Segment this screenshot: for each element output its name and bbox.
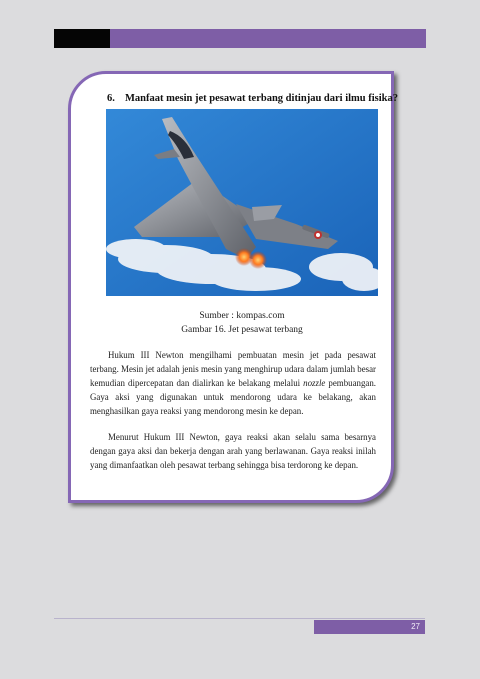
paragraph-1-text: Hukum III Newton mengilhami pembuatan mesin jet pada pesawat terbang. Mesin jet adalah jenis mesin yang menghirup udara dalam jumlah besar kemudian dipercepatan dan dialirkan ke belakang melalui [90,350,376,388]
figure-caption: Gambar 16. Jet pesawat terbang [181,325,303,335]
header-black-bar [54,29,110,48]
footer-divider [54,618,425,619]
question-text: Manfaat mesin jet pesawat terbang ditinjau dari ilmu fisika? [125,93,398,104]
paragraph-2: Menurut Hukum III Newton, gaya reaksi akan selalu sama besarnya dengan gaya aksi dan bekerja dengan arah yang berlawanan. Gaya reaksi inilah yang dimanfaatkan oleh pesawat terbang sehingga bisa terdorong ke depan. [90,432,376,470]
jet-photo [106,109,378,296]
page-number: 27 [314,620,425,634]
paragraph-1-italic-term: nozzle [303,377,326,388]
paragraph-1-rest: pembuangan. Gaya aksi yang digunakan untuk mendorong udara ke belakang, akan menghasilkan gaya reaksi yang mendorong mesin ke depan. [90,377,376,416]
figure-source: Sumber : kompas.com [199,311,285,321]
paragraph-1 [90,349,376,419]
question-heading [107,93,398,104]
header-purple-bar [110,29,426,48]
question-number: 6. [107,93,115,104]
